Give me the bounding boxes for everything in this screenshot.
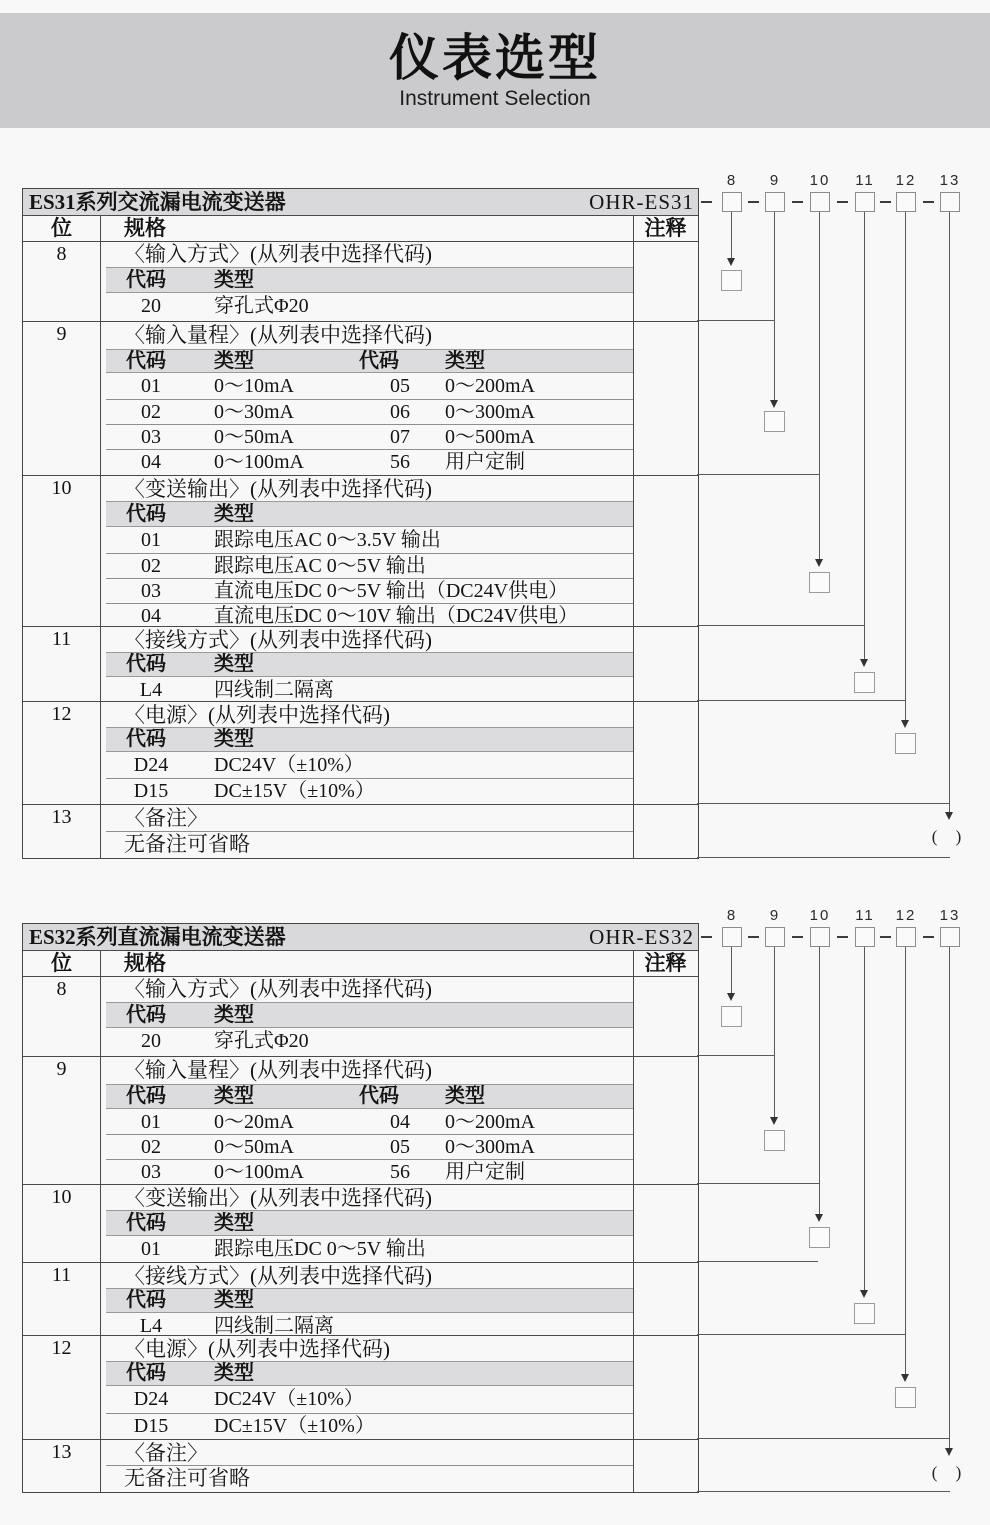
spec-label: 〈输入方式〉(从列表中选择代码) bbox=[124, 977, 432, 1001]
band-header: 类型 bbox=[214, 1004, 254, 1026]
code-type-band bbox=[106, 501, 633, 527]
band-header: 类型 bbox=[214, 350, 254, 372]
leader-line-12 bbox=[905, 947, 906, 1374]
type-cell: 用户定制 bbox=[445, 1161, 525, 1183]
code-fill-box-12 bbox=[895, 733, 916, 754]
band-header: 代码 bbox=[126, 1212, 166, 1234]
code-type-band bbox=[106, 1361, 633, 1386]
code-cell: 02 bbox=[141, 555, 161, 577]
dash-separator bbox=[837, 201, 848, 203]
digit-label-12: 12 bbox=[895, 907, 917, 924]
digit-label-12: 12 bbox=[895, 172, 917, 189]
code-cell: 04 bbox=[141, 451, 161, 473]
code-cell: L4 bbox=[139, 679, 163, 701]
code-type-band bbox=[106, 652, 633, 677]
type-cell: 0～200mA bbox=[445, 1111, 535, 1133]
col-header-note: 注释 bbox=[644, 951, 687, 975]
divider-pos-col bbox=[100, 950, 101, 1492]
band-header: 类型 bbox=[214, 269, 254, 291]
col-header-pos: 位 bbox=[51, 216, 72, 240]
arrow-down-icon bbox=[945, 1448, 953, 1456]
leader-line-10 bbox=[819, 212, 820, 559]
code-cell: D24 bbox=[133, 1388, 169, 1410]
spec-label: 〈电源〉(从列表中选择代码) bbox=[124, 703, 390, 727]
type-cell: 四线制二隔离 bbox=[214, 1315, 334, 1337]
band-header: 代码 bbox=[126, 653, 166, 675]
digit-box-8 bbox=[722, 192, 742, 212]
type-cell: DC±15V（±10%） bbox=[214, 1415, 375, 1437]
code-cell: 01 bbox=[141, 1111, 161, 1133]
remark-note: 无备注可省略 bbox=[124, 832, 250, 856]
band-header: 代码 bbox=[359, 1085, 399, 1107]
leader-line-9 bbox=[774, 212, 775, 400]
leader-line-8 bbox=[731, 947, 732, 993]
connector-row-13 bbox=[697, 803, 950, 804]
arrow-down-icon bbox=[860, 1290, 868, 1298]
table-title: ES31系列交流漏电流变送器 bbox=[29, 190, 286, 214]
code-cell: 20 bbox=[141, 295, 161, 317]
code-fill-box-9 bbox=[764, 1130, 785, 1151]
col-header-note: 注释 bbox=[644, 216, 687, 240]
model-code: OHR-ES31 bbox=[589, 190, 694, 214]
table-title-bar bbox=[23, 924, 698, 950]
arrow-down-icon bbox=[727, 258, 735, 266]
model-code: OHR-ES32 bbox=[589, 925, 694, 949]
arrow-down-icon bbox=[770, 400, 778, 408]
leader-line-9 bbox=[774, 947, 775, 1117]
type-cell: 直流电压DC 0～10V 输出（DC24V供电） bbox=[214, 605, 579, 627]
code-cell: 02 bbox=[141, 401, 161, 423]
leader-line-11 bbox=[864, 947, 865, 1290]
connector-row-13 bbox=[697, 1438, 950, 1439]
digit-label-8: 8 bbox=[726, 907, 738, 924]
code-cell: 07 bbox=[390, 426, 410, 448]
type-cell: 跟踪电压AC 0～5V 输出 bbox=[214, 555, 426, 577]
divider-note-col bbox=[633, 215, 634, 858]
digit-label-9: 9 bbox=[769, 172, 781, 189]
leader-line-12 bbox=[905, 212, 906, 720]
spec-label: 〈输入量程〉(从列表中选择代码) bbox=[124, 323, 432, 347]
connector-row-10 bbox=[697, 474, 820, 475]
digit-box-9 bbox=[765, 927, 785, 947]
leader-line-8 bbox=[731, 212, 732, 258]
band-header: 代码 bbox=[126, 350, 166, 372]
col-header-spec: 规格 bbox=[124, 951, 166, 975]
dash-separator bbox=[880, 201, 891, 203]
code-cell: 20 bbox=[141, 1030, 161, 1052]
digit-box-11 bbox=[855, 927, 875, 947]
leader-line-11 bbox=[864, 212, 865, 659]
digit-box-9 bbox=[765, 192, 785, 212]
code-cell: 03 bbox=[141, 1161, 161, 1183]
code-fill-box-11 bbox=[854, 1303, 875, 1324]
type-cell: 穿孔式Φ20 bbox=[214, 295, 309, 317]
band-header: 代码 bbox=[126, 728, 166, 750]
type-cell: 0～30mA bbox=[214, 401, 294, 423]
arrow-down-icon bbox=[860, 659, 868, 667]
dash-separator bbox=[792, 201, 803, 203]
digit-label-10: 10 bbox=[809, 907, 831, 924]
code-fill-box-10 bbox=[809, 1227, 830, 1248]
code-cell: 05 bbox=[390, 1136, 410, 1158]
leader-line-13 bbox=[949, 212, 950, 812]
band-header: 代码 bbox=[126, 1289, 166, 1311]
type-cell: 穿孔式Φ20 bbox=[214, 1030, 309, 1052]
digit-box-12 bbox=[896, 192, 916, 212]
dash-separator bbox=[837, 936, 848, 938]
code-cell: 03 bbox=[141, 426, 161, 448]
code-fill-box-9 bbox=[764, 411, 785, 432]
remark-note: 无备注可省略 bbox=[124, 1466, 250, 1490]
digit-box-10 bbox=[810, 927, 830, 947]
leader-line-10 bbox=[819, 947, 820, 1214]
code-type-band bbox=[106, 267, 633, 293]
selection-table-es31 bbox=[22, 188, 699, 859]
band-header: 类型 bbox=[214, 1289, 254, 1311]
type-cell: 跟踪电压AC 0～3.5V 输出 bbox=[214, 529, 441, 551]
connector-row-11 bbox=[697, 1261, 818, 1262]
code-fill-box-11 bbox=[854, 672, 875, 693]
spec-label: 〈电源〉(从列表中选择代码) bbox=[124, 1337, 390, 1361]
type-cell: 0～300mA bbox=[445, 1136, 535, 1158]
digit-pos: 11 bbox=[51, 628, 72, 650]
code-cell: 56 bbox=[390, 1161, 410, 1183]
band-header: 代码 bbox=[359, 350, 399, 372]
band-header: 类型 bbox=[445, 1085, 485, 1107]
code-cell: 56 bbox=[390, 451, 410, 473]
connector-row-11 bbox=[697, 625, 865, 626]
type-cell: DC±15V（±10%） bbox=[214, 780, 375, 802]
spec-label: 〈备注〉 bbox=[124, 806, 208, 830]
dash-separator bbox=[701, 936, 712, 938]
divider-pos-col bbox=[100, 215, 101, 858]
arrow-down-icon bbox=[770, 1117, 778, 1125]
dash-separator bbox=[923, 201, 934, 203]
remark-parentheses: ( ) bbox=[931, 1463, 969, 1482]
band-header: 类型 bbox=[214, 1212, 254, 1234]
type-cell: 0～10mA bbox=[214, 375, 294, 397]
code-type-band bbox=[106, 727, 633, 752]
arrow-down-icon bbox=[901, 720, 909, 728]
digit-box-8 bbox=[722, 927, 742, 947]
connector-bottom bbox=[697, 1491, 950, 1492]
digit-box-12 bbox=[896, 927, 916, 947]
type-cell: 四线制二隔离 bbox=[214, 679, 334, 701]
digit-label-11: 11 bbox=[855, 907, 875, 924]
code-cell: 02 bbox=[141, 1136, 161, 1158]
code-cell: 03 bbox=[141, 580, 161, 602]
remark-parentheses: ( ) bbox=[931, 827, 969, 846]
connector-row-9 bbox=[697, 320, 775, 321]
code-type-band bbox=[106, 1210, 633, 1236]
band-header: 类型 bbox=[214, 503, 254, 525]
type-cell: 0～300mA bbox=[445, 401, 535, 423]
arrow-down-icon bbox=[727, 993, 735, 1001]
code-cell: D24 bbox=[133, 754, 169, 776]
band-header: 代码 bbox=[126, 1085, 166, 1107]
type-cell: 0～100mA bbox=[214, 451, 304, 473]
digit-box-13 bbox=[940, 192, 960, 212]
type-cell: 0～200mA bbox=[445, 375, 535, 397]
arrow-down-icon bbox=[815, 559, 823, 567]
type-cell: 用户定制 bbox=[445, 451, 525, 473]
spec-label: 〈变送输出〉(从列表中选择代码) bbox=[124, 477, 432, 501]
code-fill-box-12 bbox=[895, 1387, 916, 1408]
type-cell: 0～500mA bbox=[445, 426, 535, 448]
code-cell: 01 bbox=[141, 1238, 161, 1260]
selection-table-es32 bbox=[22, 923, 699, 1493]
col-header-pos: 位 bbox=[51, 951, 72, 975]
dash-separator bbox=[792, 936, 803, 938]
digit-pos: 9 bbox=[56, 323, 67, 345]
digit-label-13: 13 bbox=[939, 172, 961, 189]
arrow-down-icon bbox=[815, 1214, 823, 1222]
spec-label: 〈变送输出〉(从列表中选择代码) bbox=[124, 1186, 432, 1210]
dash-separator bbox=[701, 201, 712, 203]
code-type-band bbox=[106, 1002, 633, 1028]
row-border bbox=[23, 950, 698, 951]
code-type-band bbox=[106, 1288, 633, 1313]
band-header: 类型 bbox=[445, 350, 485, 372]
digit-pos: 12 bbox=[51, 1337, 72, 1359]
code-cell: L4 bbox=[139, 1315, 163, 1337]
digit-label-9: 9 bbox=[769, 907, 781, 924]
code-cell: 04 bbox=[390, 1111, 410, 1133]
code-cell: 01 bbox=[141, 529, 161, 551]
band-header: 代码 bbox=[126, 269, 166, 291]
row-border bbox=[23, 215, 698, 216]
digit-pos: 8 bbox=[56, 243, 67, 265]
connector-row-12 bbox=[697, 1334, 906, 1335]
band-header: 代码 bbox=[126, 1004, 166, 1026]
digit-pos: 11 bbox=[51, 1264, 72, 1286]
code-fill-box-10 bbox=[809, 572, 830, 593]
connector-row-10 bbox=[697, 1183, 820, 1184]
code-fill-box-8 bbox=[721, 270, 742, 291]
dash-separator bbox=[923, 936, 934, 938]
type-cell: 跟踪电压DC 0～5V 输出 bbox=[214, 1238, 426, 1260]
code-cell: D15 bbox=[133, 1415, 169, 1437]
code-cell: 06 bbox=[390, 401, 410, 423]
dash-separator bbox=[748, 936, 759, 938]
spec-label: 〈接线方式〉(从列表中选择代码) bbox=[124, 628, 432, 652]
band-header: 类型 bbox=[214, 728, 254, 750]
digit-pos: 9 bbox=[56, 1058, 67, 1080]
page-banner bbox=[0, 13, 990, 128]
dash-separator bbox=[880, 936, 891, 938]
type-cell: 直流电压DC 0～5V 输出（DC24V供电） bbox=[214, 580, 569, 602]
digit-pos: 13 bbox=[51, 806, 72, 828]
digit-pos: 10 bbox=[51, 477, 72, 499]
arrow-down-icon bbox=[945, 812, 953, 820]
type-cell: DC24V（±10%） bbox=[214, 754, 364, 776]
band-header: 类型 bbox=[214, 1085, 254, 1107]
table-title: ES32系列直流漏电流变送器 bbox=[29, 925, 286, 949]
band-header: 类型 bbox=[214, 653, 254, 675]
digit-box-11 bbox=[855, 192, 875, 212]
type-cell: 0～50mA bbox=[214, 426, 294, 448]
code-cell: 01 bbox=[141, 375, 161, 397]
code-fill-box-8 bbox=[721, 1006, 742, 1027]
digit-label-13: 13 bbox=[939, 907, 961, 924]
dash-separator bbox=[748, 201, 759, 203]
digit-label-10: 10 bbox=[809, 172, 831, 189]
digit-label-11: 11 bbox=[855, 172, 875, 189]
type-cell: 0～100mA bbox=[214, 1161, 304, 1183]
spec-label: 〈接线方式〉(从列表中选择代码) bbox=[124, 1264, 432, 1288]
digit-box-13 bbox=[940, 927, 960, 947]
spec-label: 〈输入量程〉(从列表中选择代码) bbox=[124, 1058, 432, 1082]
connector-bottom bbox=[697, 857, 950, 858]
type-cell: 0～20mA bbox=[214, 1111, 294, 1133]
band-header: 类型 bbox=[214, 1362, 254, 1384]
type-cell: DC24V（±10%） bbox=[214, 1388, 364, 1410]
code-cell: 05 bbox=[390, 375, 410, 397]
connector-row-12 bbox=[697, 700, 906, 701]
type-cell: 0～50mA bbox=[214, 1136, 294, 1158]
col-header-spec: 规格 bbox=[124, 216, 166, 240]
leader-line-13 bbox=[949, 947, 950, 1448]
digit-pos: 8 bbox=[56, 978, 67, 1000]
divider-note-col bbox=[633, 950, 634, 1492]
digit-pos: 10 bbox=[51, 1186, 72, 1208]
band-header: 代码 bbox=[126, 1362, 166, 1384]
digit-label-8: 8 bbox=[726, 172, 738, 189]
code-cell: 04 bbox=[141, 605, 161, 627]
spec-label: 〈输入方式〉(从列表中选择代码) bbox=[124, 242, 432, 266]
page-title: 仪表选型 bbox=[389, 30, 601, 86]
table-title-bar bbox=[23, 189, 698, 215]
band-header: 代码 bbox=[126, 503, 166, 525]
arrow-down-icon bbox=[901, 1374, 909, 1382]
connector-row-9 bbox=[697, 1055, 775, 1056]
page-subtitle: Instrument Selection bbox=[399, 87, 591, 110]
digit-pos: 13 bbox=[51, 1441, 72, 1463]
spec-label: 〈备注〉 bbox=[124, 1441, 208, 1465]
digit-pos: 12 bbox=[51, 703, 72, 725]
digit-box-10 bbox=[810, 192, 830, 212]
code-cell: D15 bbox=[133, 780, 169, 802]
